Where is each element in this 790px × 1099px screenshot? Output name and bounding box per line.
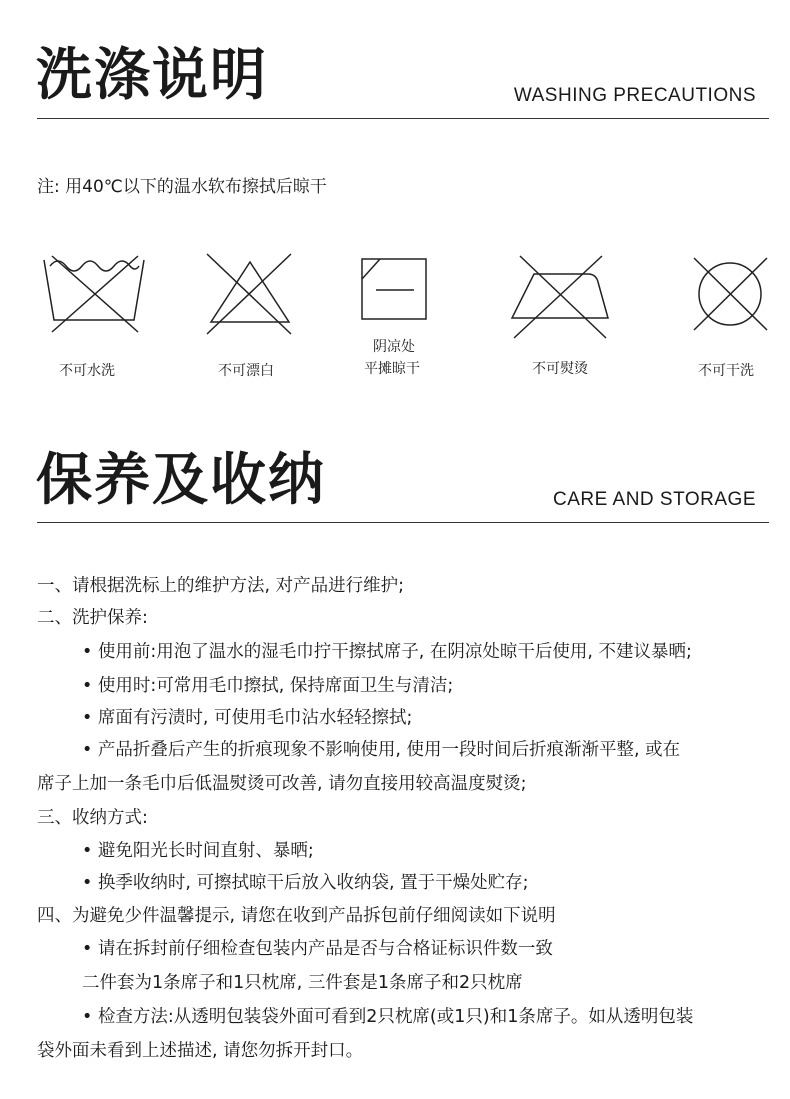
- care-line-5: • 席面有污渍时, 可使用毛巾沾水轻轻擦拭;: [82, 708, 413, 728]
- care-line-1: 一、请根据洗标上的维护方法, 对产品进行维护;: [37, 576, 405, 596]
- care-line-10: • 换季收纳时, 可擦拭晾干后放入收纳袋, 置于干燥处贮存;: [82, 873, 529, 893]
- no-dry-clean-label: 不可干洗: [698, 363, 754, 379]
- care-line-4: • 使用时:可常用毛巾擦拭, 保持席面卫生与清洁;: [82, 676, 454, 696]
- care-line-11: 四、为避免少件温馨提示, 请您在收到产品拆包前仔细阅读如下说明: [37, 906, 556, 926]
- care-line-2: 二、洗护保养:: [37, 608, 148, 628]
- no-bleach-icon: [203, 252, 297, 338]
- care-line-9: • 避免阳光长时间直射、暴晒;: [82, 841, 314, 861]
- washing-title: 洗涤说明: [36, 43, 268, 108]
- washing-subtitle: WASHING PRECAUTIONS: [513, 85, 756, 106]
- shade-flat-dry-label-2: 平摊晾干: [364, 361, 420, 377]
- shade-flat-dry-label-1: 阴凉处: [373, 339, 415, 355]
- no-iron-label: 不可熨烫: [532, 361, 588, 377]
- care-line-14: • 检查方法:从透明包装袋外面可看到2只枕席(或1只)和1条席子。如从透明包装: [82, 1007, 694, 1027]
- care-line-3: • 使用前:用泡了温水的湿毛巾拧干擦拭席子, 在阴凉处晾干后使用, 不建议暴晒;: [82, 642, 692, 662]
- washing-divider: [37, 118, 769, 119]
- care-title: 保养及收纳: [36, 448, 326, 513]
- no-bleach-label: 不可漂白: [218, 363, 274, 379]
- no-wash-icon: [38, 252, 150, 336]
- no-iron-icon: [508, 252, 612, 340]
- care-line-15: 袋外面未看到上述描述, 请您勿拆开封口。: [37, 1041, 364, 1061]
- no-dry-clean-icon: [692, 255, 770, 333]
- care-subtitle: CARE AND STORAGE: [553, 489, 756, 510]
- shade-flat-dry-icon: [360, 257, 430, 323]
- care-line-8: 三、收纳方式:: [37, 808, 148, 828]
- care-line-7: 席子上加一条毛巾后低温熨烫可改善, 请勿直接用较高温度熨烫;: [37, 774, 527, 794]
- care-line-13: 二件套为1条席子和1只枕席, 三件套是1条席子和2只枕席: [82, 973, 523, 993]
- care-line-12: • 请在拆封前仔细检查包装内产品是否与合格证标识件数一致: [82, 939, 553, 959]
- care-divider: [37, 522, 769, 523]
- no-wash-label: 不可水洗: [59, 363, 115, 379]
- care-line-6: • 产品折叠后产生的折痕现象不影响使用, 使用一段时间后折痕渐渐平整, 或在: [82, 740, 681, 760]
- washing-note: 注: 用40℃以下的温水软布擦拭后晾干: [37, 177, 327, 197]
